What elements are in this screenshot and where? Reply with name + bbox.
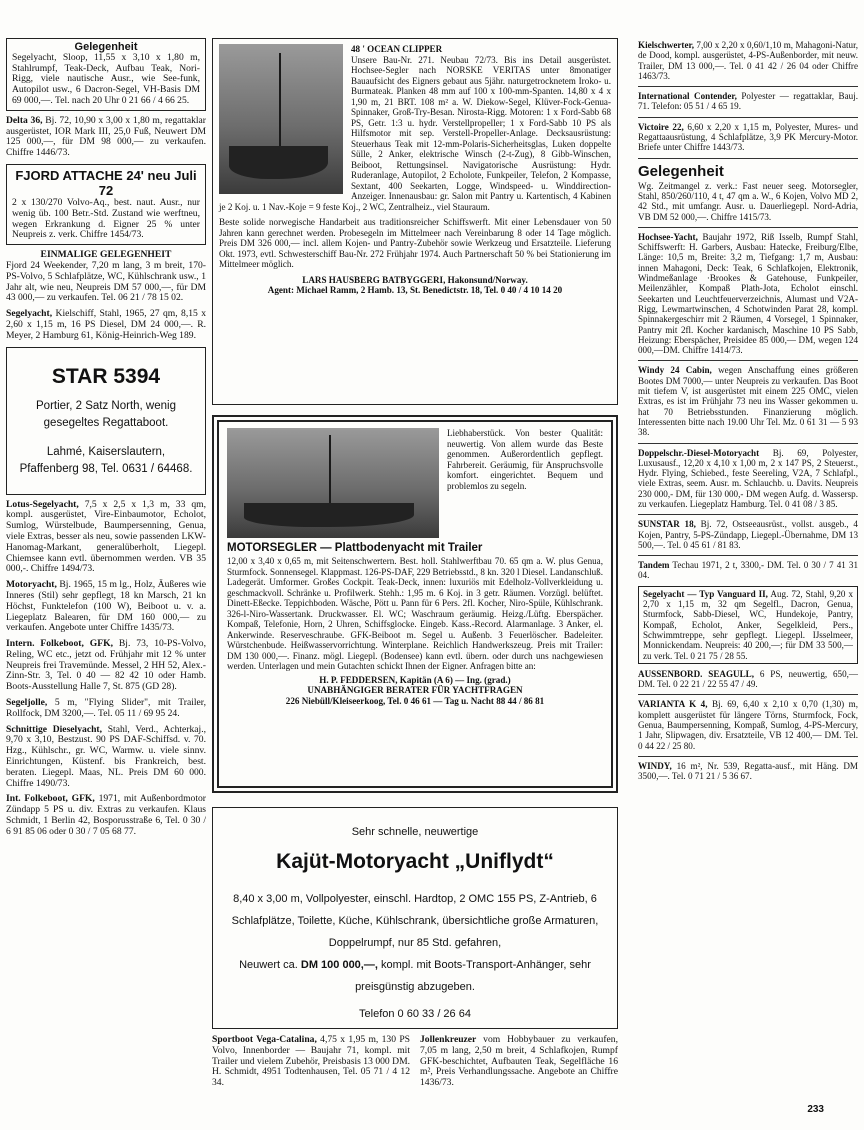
price-value: DM 100 000,—,	[300, 959, 378, 971]
ad-lead: Victoire 22,	[638, 121, 684, 132]
ad-text: 7,00 x 2,20 x 0,60/1,10 m, Mahagoni-Natur, de Dood, kompl. ausgerüstet, 4-PS-Außenborder, mit neuw. Trailer, DM 13 000,—. Tel. 0 41 42 / 26 04 oder Chiffre 1463/73.	[638, 40, 859, 81]
ad-text: Polyester — regattaklar, Bauj. 71. Telefon: 05 51 / 4 65 19.	[638, 91, 858, 112]
ad-lead: Kielschwerter,	[638, 40, 694, 50]
bottom-ads-row	[212, 1035, 618, 1094]
classified-ad	[638, 122, 858, 153]
boat-photo	[227, 428, 439, 538]
ad-text: 2 x 130/270 Volvo-Aq., best. naut. Ausr., nur wenig üb. 100 Betr.-Std. Zustand wie werftneu, wegen Erkrankung d. Eigner 25 % unter Neupreis z. verk. Chiffre 1454/73.	[12, 196, 200, 241]
ad-text: 12,00 x 3,40 x 0,65 m, mit Seitenschwertern. Best. holl. Stahlwerftbau 70. 65 qm a. W. plus Genua, Sturmfock. Sonnensegel. Klappmast. 126-PS-DAF, 229 Betriebsstd., 8 kn. 320 l Diesel. Landanschluß. Ladegerät. Umformer. Großes Cockpit. Teak-Deck, innen: luxuriös mit Edelholz-Vollverkleidung u. geschmackvoll. Schränke u. Profilwerk. Stehh.: 1,95 m. 6 Koj. in 3 getr. Räumen. Vorzügl. belüftet. Dinett-Eßecke. Teppichboden. Wäsche, Pött u. Pann für 6 Pers. 2fl. Kocher, Niro-Spüle, Kühlschrank. 326-l-Niro-Wassertank. Druckwasser. El. WC; Waschraum geräumig. Heizg./Lüftg. Eberspächer. Kompaß, Telefonie, Horn, 2 Uhren, Schiffsglocke. Eingeb. Kass.-Record. Alarmanlage. 3 Anker, el. Ankerwinde. Reserveschraube. GFK-Beiboot m. Segel u. Außenb. 3 Feuerlöscher. Badeleiter. Würstchenbude. Heißwasservorrichtung. Winterplane. Reichlich Handwerkszeug. Preis mit Trailer: DM 130 000,—. Finanz. mögl. Liegepl. (Bodensee) kann evtl. übern. oder durch uns nachgewiesen werden. Unterlagen und mein Gutachten schickt Ihnen der Eigner. Anfragen bitte an:	[227, 556, 603, 671]
ad-headline: Gelegenheit	[638, 162, 724, 180]
classified-ad	[638, 669, 858, 690]
classified-ad	[6, 698, 206, 720]
motorsegler-ad	[212, 415, 618, 793]
ad-lead: Int. Folkeboot, GFK,	[6, 793, 95, 805]
ad-lead: International Contender,	[638, 91, 737, 102]
ad-lead: Tandem	[638, 560, 670, 571]
ad-text: wegen Anschaffung eines größeren Bootes DM 7000,— unter Neupreis zu verkaufen. Das Boot mit tiefem V, ist ausgerüstet mit einem 225 OMC, vielen Extras, es ist im Frühjahr 73 neu ins Wasser gekommen u. hat 70 Betriebsstunden. Finanzierung möglich. Interessenten bitte nach 19.00 Uhr Tel. Mz. 0 61 31 — 5 93 38.	[638, 365, 858, 438]
ad-text: Bj. 72, 10,90 x 3,00 x 1,80 m, regattaklar ausgerüstet, IOR Mark III, 25,0 Fuß, Neuwert DM 125 000,—, für DM 98 000,— zu verkaufen. Chiffre 1446/73.	[6, 114, 207, 159]
ad-headline: MOTORSEGLER — Plattbodenyacht mit Trailer	[227, 542, 483, 554]
ad-lead: Segeljolle,	[6, 697, 48, 709]
ad-phone: Telefon 0 60 33 / 26 64	[359, 1008, 471, 1020]
yacht-photo	[219, 44, 343, 194]
classified-ad	[6, 309, 206, 341]
advisor-contact: 226 Niebüll/Kleiseerkoog, Tel. 0 46 61 — Tag u. Nacht 88 44 / 86 81	[285, 695, 545, 706]
classified-ad	[6, 500, 206, 576]
classified-ad	[638, 365, 858, 437]
classified-ad	[212, 1035, 410, 1089]
advisor-name: H. P. FEDDERSEN, Kapitän (A 6) — Ing. (grad.)	[319, 674, 511, 685]
classified-ad	[638, 91, 858, 112]
ad-pre-heading: Sehr schnelle, neuwertige	[351, 826, 479, 838]
ad-text: Aug. 72, Stahl, 9,20 x 2,70 x 1,15 m, 32 qm Segelfl., Dacron, Genua, Sturmfock, Sabb-Diesel, WC, Hundekoje, Pantry, Kompaß, Echolot, Anker, Segelkleid, Pers., Schwimmtreppe, sehr gepflegt. Liegepl. IJsselmeer, Monnickendam. Neupreis: 40 200,—; für DM 33 500,— zu verk. Tel. 0 21 75 / 28 55.	[643, 588, 853, 661]
ad-footer	[227, 675, 603, 707]
ad-text: Techau 1971, 2 t, 3300,- DM. Tel. 0 30 / 7 41 31 04.	[638, 560, 859, 581]
price-prefix: Neuwert ca.	[239, 959, 298, 971]
classified-ad	[638, 560, 858, 581]
ad-text: Segelyacht, Sloop, 11,55 x 3,10 x 1,80 m, Stahlrumpf, Teak-Deck, Aufbau Teak, Nori-Rigg, viele nautische Ausr., wie See-funk, Autopilot usw., 6 Dacron-Segel, VH-Basis DM 69 000,—. Tel. nach 20 Uhr 0 21 66 / 4 66 25.	[12, 51, 200, 106]
classified-ad	[6, 347, 206, 495]
ad-headline: Kajüt-Motoryacht „Uniflydt“	[276, 850, 554, 873]
ad-text: 1971, mit Außenbordmotor Zündapp 5 PS u. div. Extras zu verkaufen. Klaus Schmidt, 1 Berlin 42, Bosporusstraße 6, Tel. 0 30 / 6 91 85 06 oder 0 30 / 7 05 68 77.	[6, 793, 206, 837]
classified-ad	[6, 794, 206, 837]
ad-text: Bj. 73, 10-PS-Volvo, Reling, WC etc., jetzt od. Frühjahr mit 12 % unter Neupreis frei Travemünde. Messel, 2 HH 52, Alex.-Zinn-Str. 3, Tel. 0 40 — 82 42 10 oder Hamb. Boots-Ausstellung Halle 7, St. 875 (GD 28).	[6, 638, 206, 693]
builder-name: LARS HAUSBERG BATBYGGERI, Hakonsund/Norway.	[302, 274, 528, 285]
ad-lead: WINDY,	[638, 760, 672, 771]
classified-ad	[638, 163, 858, 222]
ad-lead: Doppelschr.-Diesel-Motoryacht	[638, 447, 760, 458]
page-number: 233	[807, 1104, 824, 1115]
ad-headline: Gelegenheit	[74, 41, 138, 53]
ad-text: Bj. 69, Polyester, Luxusausf., 12,20 x 4,10 x 1,00 m, 2 x 147 PS, 2 Steuerst., Hydr. Flying, Schiebed., feste Seereling, V2A, 7 Schlafpl., viele Extras, seem. Ausr. m. Schlauchb. u. Davits. Neupreis 230 000,- DM, für 130 000,- DM wegen Aufg. d. Wassersp. zu verkaufen. Liegeplatz Hamburg. Tel. 0 41 08 / 3 85.	[638, 447, 858, 509]
ad-lead: Segelyacht,	[6, 308, 53, 320]
classified-ad	[638, 586, 858, 664]
ad-lead: Hochsee-Yacht,	[638, 231, 698, 242]
ad-lead: Delta 36,	[6, 114, 43, 126]
classified-ad	[6, 250, 206, 304]
classified-ad	[6, 38, 206, 111]
ad-headline: STAR 5394	[51, 364, 161, 388]
ad-footer	[219, 275, 611, 296]
ad-text-2: Beste solide norwegische Handarbeit aus traditionsreicher Schiffswerft. Mit einer Lebensdauer von 50 Jahren kann gerechnet werden. Probesegeln im Mittelmeer nach Vereinbarung 8 oder 14 Tage möglich. Preis DM 326 000,— incl. allem Kojen- und Pantry-Zubehör sowie Werkzeug und Ersatzteile. Lieferung Okt. 1973, evtl. Schwesterschiff Bau-Nr. 272 Frühjahr 1974. Auch Partnerschaft 50 % bei Stationierung im Mittelmeer möglich.	[219, 217, 611, 269]
column-right	[638, 40, 858, 787]
ad-price-line	[225, 954, 605, 998]
ad-text: 8,40 x 3,00 m, Vollpolyester, einschl. Hardtop, 2 OMC 155 PS, Z-Antrieb, 6 Schlafplätze, Toilette, Küche, Kühlschrank, übersichtliche große Armaturen, Doppelrumpf, nur 85 Std. gefahren,	[231, 893, 599, 949]
price-suffix: kompl. mit Boots-Transport-Anhänger, sehr preisgünstig abzugeben.	[355, 959, 591, 993]
ad-text: 6 PS, neuwertig, 650,— DM. Tel. 0 22 21 / 22 55 47 / 49.	[638, 668, 858, 690]
column-middle	[212, 38, 618, 1094]
classified-ad	[638, 232, 858, 356]
ad-lead: Sportboot Vega-Catalina,	[212, 1034, 317, 1045]
classified-ad	[638, 519, 858, 550]
classified-ad	[6, 639, 206, 693]
ad-intro: Liebhaberstück. Von bester Qualität: neuwertig. Von allem wurde das Beste genommen. Außerordentlich gepflegt. Fahrbereit. Geräumig, für Anspruchsvolle komfort. eingerichtet. Bequem und problemlos zu segeln.	[447, 428, 603, 491]
classified-ad	[6, 164, 206, 245]
classified-ad	[6, 725, 206, 790]
ad-lead: EINMALIGE GELEGENHEIT	[40, 249, 172, 261]
ad-text: Unsere Bau-Nr. 271. Neubau 72/73. Bis ins Detail ausgerüstet. Hochsee-Segler nach NORSKE VERITAS unter 8monatiger Bauaufsicht des Eigners gebaut aus 5jähr. naturgetrocknetem Iroko- u. Burmateak. Planken 48 mm auf 100 x 100-mm-Spanten. 14,80 x 4 x 1,90 m, 21 BRT. 108 m² a. W. Diekow-Segel, Klüver-Fock-Genua-Spinnaker, Groß-Try-Besan. Nirosta-Rigg. Motoren: 1 x Ford-Sabb 68 PS, Getr. 1:3 u. hydr. Verstellpropeller; 1 x Ford-Sabb 10 PS als Hilfsmotor mit sep. Verstell-Propeller-Anlage. Decksausrüstung: Steuerhaus Teak mit 12-mm-Polaris-Sicherheitsglas, Luken doppelte Sülle, 2 Anker, elektrische Winsch (2-t-Zug), 8 Gibb-Winschen, Beiboot, Rettungsinsel. Navigatorische Ausrüstung: Hydr. Ruderanlage, Autopilot, 2 Echolote, Funkpeiler, Telefon, 2 Kompasse, Sextant, 400 Seekarten, Logge, Windspeed- u. Winddirection-Anzeiger. Innenausbau: gr. Salon mit Pantry u. Kartentisch, 4 Kabinen je 2 Koj. u. 1 Nav.-Koje = 9 feste Koj., 2 WC, Zentralheiz., viel Stauraum.	[219, 54, 611, 212]
ad-lead: Intern. Folkeboot, GFK,	[6, 638, 113, 650]
ad-headline: 48 ' OCEAN CLIPPER	[351, 44, 443, 54]
ad-text: Kielschiff, Stahl, 1965, 27 qm, 8,15 x 2,60 x 1,15 m, 16 PS Diesel, DM 24 000,—. R. Meyer, 2 Hamburg 61, König-Heinrich-Weg 189.	[6, 308, 206, 341]
ad-text: vom Hobbybauer zu verkaufen, 7,05 m lang, 2,50 m breit, 4 Schlafkojen, Rumpf GFK-beschichtet, Aufbauten Teak, Segelfläche 16 m², Preis Verhandlungssache. Angebote an Chiffre 1436/73.	[420, 1034, 618, 1089]
ad-text: Bj. 72, Ostseeausrüst., vollst. ausgeb., 4 Kojen, Pantry, 5-PS-Zündapp, Liegepl.-Übernahme, DM 13 500,—. Tel. 0 45 61 / 81 83.	[638, 519, 858, 550]
ad-text: Bj. 69, 6,40 x 2,10 x 0,70 (1,30) m, komplett ausgerüstet für längere Törns, Sturmfock, Fock, Genua, Baumpersenning, Kompaß, Sumlog, 4-PS-Mercury, 1 Jahr, Slipwagen, div. Ersatzteile, VB 12 400,— DM. Tel. 0 44 22 / 25 80.	[638, 699, 858, 751]
ad-contact: Lahmé, Kaiserslautern, Pfaffenberg 98, Tel. 0631 / 64468.	[19, 445, 193, 475]
classified-ad	[638, 761, 858, 782]
classified-ad	[6, 116, 206, 159]
kajuet-motoryacht-ad	[212, 807, 618, 1029]
ad-text: 4,75 x 1,95 m, 130 PS Volvo, Innenborder — Baujahr 71, kompl. mit Trailer und vielem Zubehör, Preisbasis 13 000 DM. H. Schmidt, 4951 Todtenhausen, Tel. 05 71 / 4 12 34.	[212, 1034, 410, 1089]
ad-text: 7,5 x 2,5 x 1,3 m, 33 qm, kompl. ausgerüstet, Vire-Einbaumotor, Echolot, Sumlog, Würstelbude, Baumpersenning, Genua, viele Extras, besser als neu, sowie passenden LKW-Hanomag-Markant, generalüberholt, Liegepl. Chiemsee kann evtl. übernommen werden. VB 35 000,-. Chiffre 1494/73.	[6, 498, 206, 575]
classified-ad	[6, 580, 206, 634]
ocean-clipper-ad	[212, 38, 618, 405]
ad-text: 5 m, "Flying Slider", mit Trailer, Rollfock, DM 3200,—. Tel. 05 11 / 69 95 24.	[6, 697, 206, 719]
classified-ad	[638, 40, 858, 81]
ad-lead: Motoryacht,	[6, 579, 57, 591]
ad-text: Portier, 2 Satz North, wenig gesegeltes Regattaboot.	[36, 399, 176, 429]
ad-lead: VARIANTA K 4,	[638, 699, 708, 710]
ad-lead: Schnittige Dieselyacht,	[6, 723, 103, 735]
ad-lead: Jollenkreuzer	[420, 1034, 477, 1045]
classified-ad	[420, 1035, 618, 1089]
ad-lead: SUNSTAR 18,	[638, 519, 696, 530]
ad-text: Stahl, Verd., Achterkaj., 9,70 x 3,10, Bestzust. 90 PS DAF-Schiffsd. v. 70. Hzg., Kühlschr., gr. WC, Warmw. u. viele sinnv. Einrichtungen, Küstenf. bis Frankreich, best. beraten. Liegepl. Maas, NL. Preis DM 60 000. Chiffre 1490/73.	[6, 723, 207, 789]
ad-text: 16 m², Nr. 539, Regatta-ausf., mit Häng. DM 3500,—. Tel. 0 71 21 / 5 36 67.	[638, 760, 858, 782]
ad-lead: AUSSENBORD. SEAGULL,	[638, 668, 755, 679]
ad-text: Baujahr 1972, Riß Isselb, Rumpf Stahl, Schiffswerft: H. Garbers, Ausbau: Hatecke, Freiburg/Elbe, Länge: 10,5 m, Breite: 3,2 m, Tiefgang: 1,7 m, Ausbau: innen Mahagoni, Deck: Teak, 6 Schlafkojen, Elektronik, Windmeßanlage ·Brookes & Gatehouse, Funkpeiler, Meilenzähler, Kompaß Plath-Jota, Echolot einschl. Seekarten und Leuchtfeuerverzeichnis, Alumast und V2A-Rigg, Lewmartwinschen, 4 Schotwinden Parat 28, kompl. Spinnakergeschirr mit 2 Räumen, 4 Vorsegel, 1 Spinnaker, Pantry mit 2fl. Kocher kardanisch, Maschine 10 PS Sabb, Heizung: Eberspächer, Preisidee 85 000,— DM, wegen 124 000,—DM. Chiffre 1414/73.	[638, 231, 858, 356]
ad-text: Fjord 24 Weekender, 7,20 m lang, 3 m breit, 170-PS-Volvo, 5 Schlafplätze, WC, Kühlschrank usw., 1 Jahr alt, wie neu, Neupreis DM 57 000,—, für DM 43 000,— zu verkaufen. Tel. 06 21 / 78 15 02.	[6, 259, 206, 304]
advisor-title: UNABHÄNGIGER BERATER FÜR YACHTFRAGEN	[307, 685, 523, 695]
ad-lead: Lotus-Segelyacht,	[6, 498, 79, 510]
ad-text: Wg. Zeitmangel z. verk.: Fast neuer seeg. Motorsegler, Stahl, 850/260/110, 4 t, 47 qm a. W., 6 Kojen, Volvo MD 2, 42 Std., mit umfangr. Ausr. u. Dauerliegepl. Nord-Adria, VB DM 52 000,—. Chiffre 1415/73.	[638, 180, 858, 222]
ad-lead: Windy 24 Cabin,	[638, 365, 712, 376]
ad-lead: Segelyacht — Typ Vanguard II,	[643, 588, 768, 599]
classified-ad	[638, 699, 858, 750]
classified-ad	[638, 448, 858, 510]
agent-contact: Agent: Michael Ramm, 2 Hamb. 13, St. Benedictstr. 18, Tel. 0 40 / 4 10 14 20	[267, 285, 563, 295]
column-left	[6, 38, 206, 843]
ad-text: 6,60 x 2,20 x 1,15 m, Polyester, Mures- und Regattaausrüstung, 4 Schlafplätze, 3,9 PK Mercury-Motor. Briefe unter Chiffre 1443/73.	[638, 121, 859, 153]
ad-text: Bj. 1965, 15 m lg., Holz, Äußeres wie Inneres (Stil) sehr gepflegt, 18 kn Marsch, 21 kn Höchst, Funktelefon (100 W), Beiboot u. v. a. Liegeplatz Balearen, für DM 160 000,— zu verkaufen. Angebote unter Chiffre 1435/73.	[6, 579, 206, 634]
ad-headline: FJORD ATTACHE 24' neu Juli 72	[15, 167, 197, 198]
